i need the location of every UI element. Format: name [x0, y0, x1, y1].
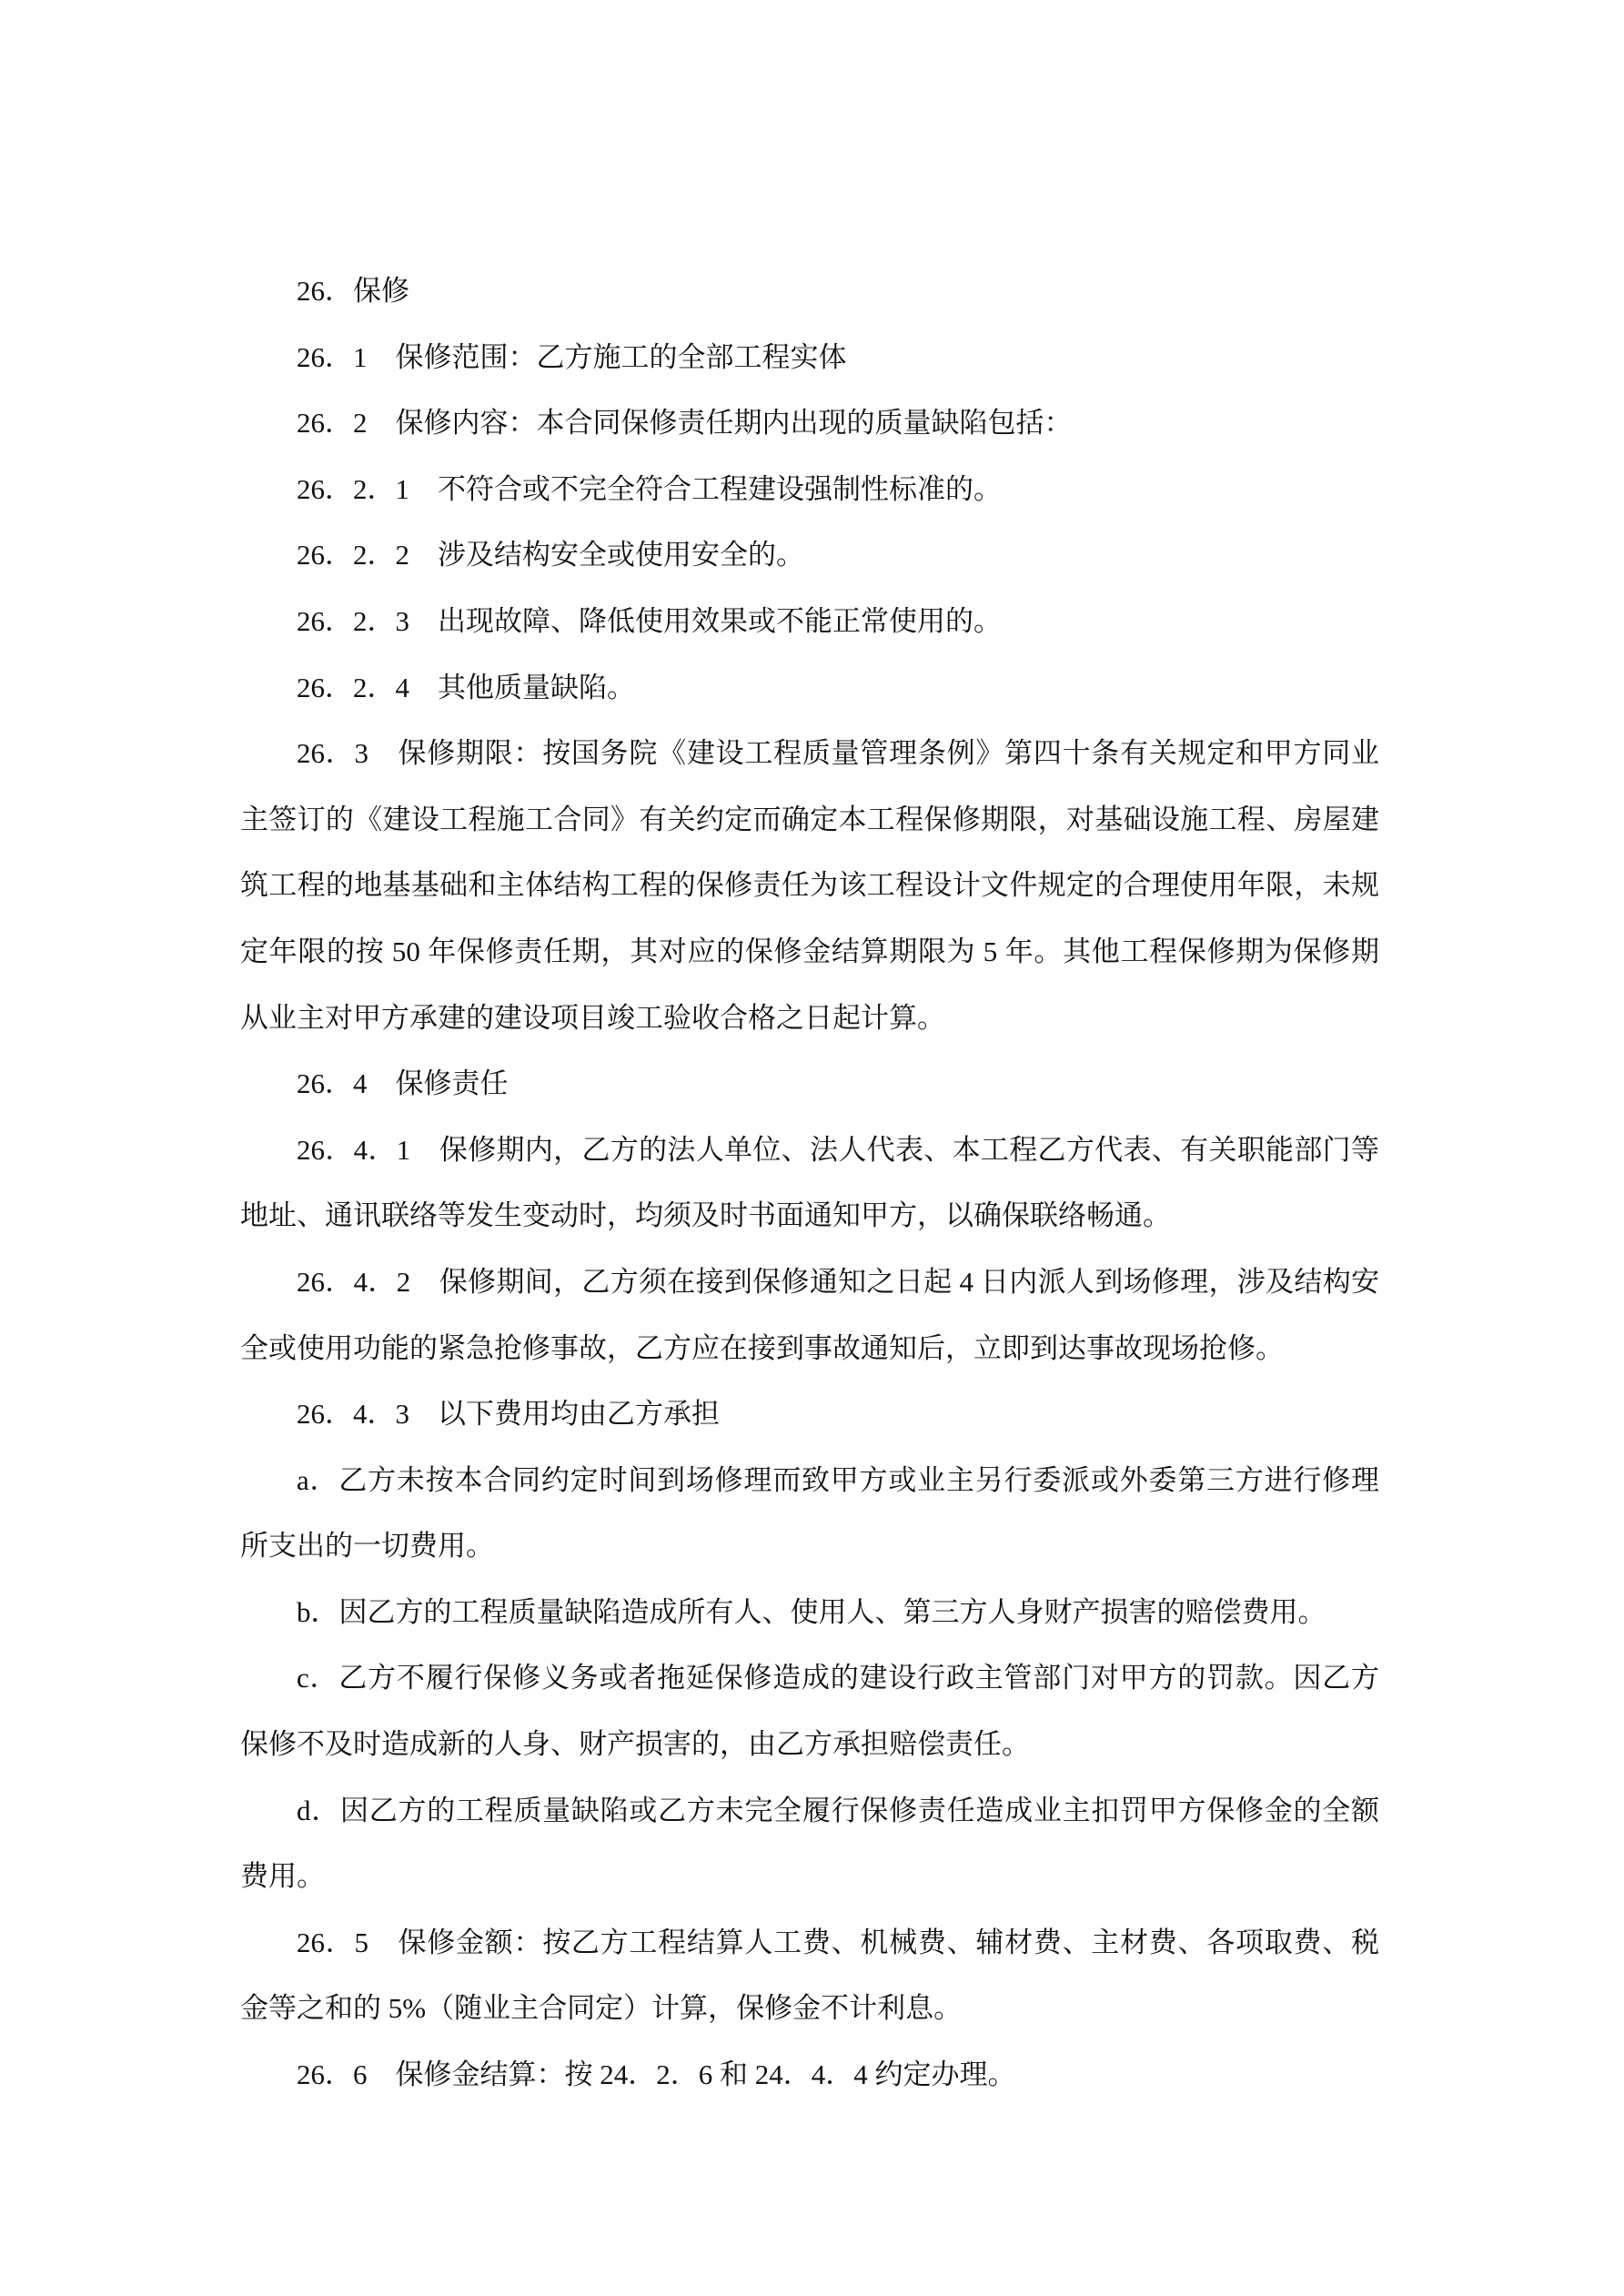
- text-line: 26．2．4 其他质量缺陷。: [297, 671, 635, 703]
- text-line: a．乙方未按本合同约定时间到场修理而致甲方或业主另行委派或外委第三方进行修理: [297, 1463, 1379, 1496]
- text-line: 26．1 保修范围：乙方施工的全部工程实体: [297, 340, 847, 373]
- text-line: d．因乙方的工程质量缺陷或乙方未完全履行保修责任造成业主扣罚甲方保修金的全额: [297, 1794, 1379, 1826]
- text-line: b．因乙方的工程质量缺陷造成所有人、使用人、第三方人身财产损害的赔偿费用。: [297, 1595, 1326, 1628]
- text-line: 26．5 保修金额：按乙方工程结算人工费、机械费、辅材费、主材费、各项取费、税: [297, 1926, 1379, 1958]
- document-body: [240, 258, 1379, 2109]
- text-line: 金等之和的 5%（随业主合同定）计算，保修金不计利息。: [240, 1992, 963, 2025]
- text-line: 26．4．2 保修期间，乙方须在接到保修通知之日起 4 日内派人到场修理，涉及结构安: [297, 1265, 1379, 1298]
- text-line: 26．4 保修责任: [297, 1067, 509, 1100]
- text-line: 26．4．1 保修期内，乙方的法人单位、法人代表、本工程乙方代表、有关职能部门等: [297, 1133, 1379, 1166]
- text-line: 主签订的《建设工程施工合同》有关约定而确定本工程保修期限，对基础设施工程、房屋建: [240, 803, 1379, 835]
- text-line: 筑工程的地基基础和主体结构工程的保修责任为该工程设计文件规定的合理使用年限，未规: [240, 869, 1379, 902]
- text-line: 保修不及时造成新的人身、财产损害的，由乙方承担赔偿责任。: [240, 1728, 1030, 1761]
- text-line: 26．2．3 出现故障、降低使用效果或不能正常使用的。: [297, 604, 1002, 637]
- text-line: 全或使用功能的紧急抢修事故，乙方应在接到事故通知后，立即到达事故现场抢修。: [240, 1331, 1284, 1364]
- text-line: 26．6 保修金结算：按 24．2．6 和 24．4．4 约定办理。: [297, 2058, 1016, 2091]
- text-line: c．乙方不履行保修义务或者拖延保修造成的建设行政主管部门对甲方的罚款。因乙方: [297, 1662, 1379, 1694]
- text-line: 地址、通讯联络等发生变动时，均须及时书面通知甲方，以确保联络畅通。: [240, 1199, 1171, 1232]
- text-line: 从业主对甲方承建的建设项目竣工验收合格之日起计算。: [240, 1001, 945, 1034]
- text-line: 费用。: [240, 1860, 325, 1893]
- text-line: 26．4．3 以下费用均由乙方承担: [297, 1398, 720, 1431]
- text-line: 26．2．2 涉及结构安全或使用安全的。: [297, 539, 804, 571]
- text-line: 26．2．1 不符合或不完全符合工程建设强制性标准的。: [297, 472, 1002, 505]
- text-line: 26．3 保修期限：按国务院《建设工程质量管理条例》第四十条有关规定和甲方同业: [297, 737, 1379, 770]
- text-line: 26．2 保修内容：本合同保修责任期内出现的质量缺陷包括：: [297, 407, 1073, 440]
- text-line: 26．保修: [297, 275, 409, 307]
- text-line: 所支出的一切费用。: [240, 1530, 494, 1563]
- text-line: 定年限的按 50 年保修责任期，其对应的保修金结算期限为 5 年。其他工程保修期为保修期: [240, 935, 1379, 967]
